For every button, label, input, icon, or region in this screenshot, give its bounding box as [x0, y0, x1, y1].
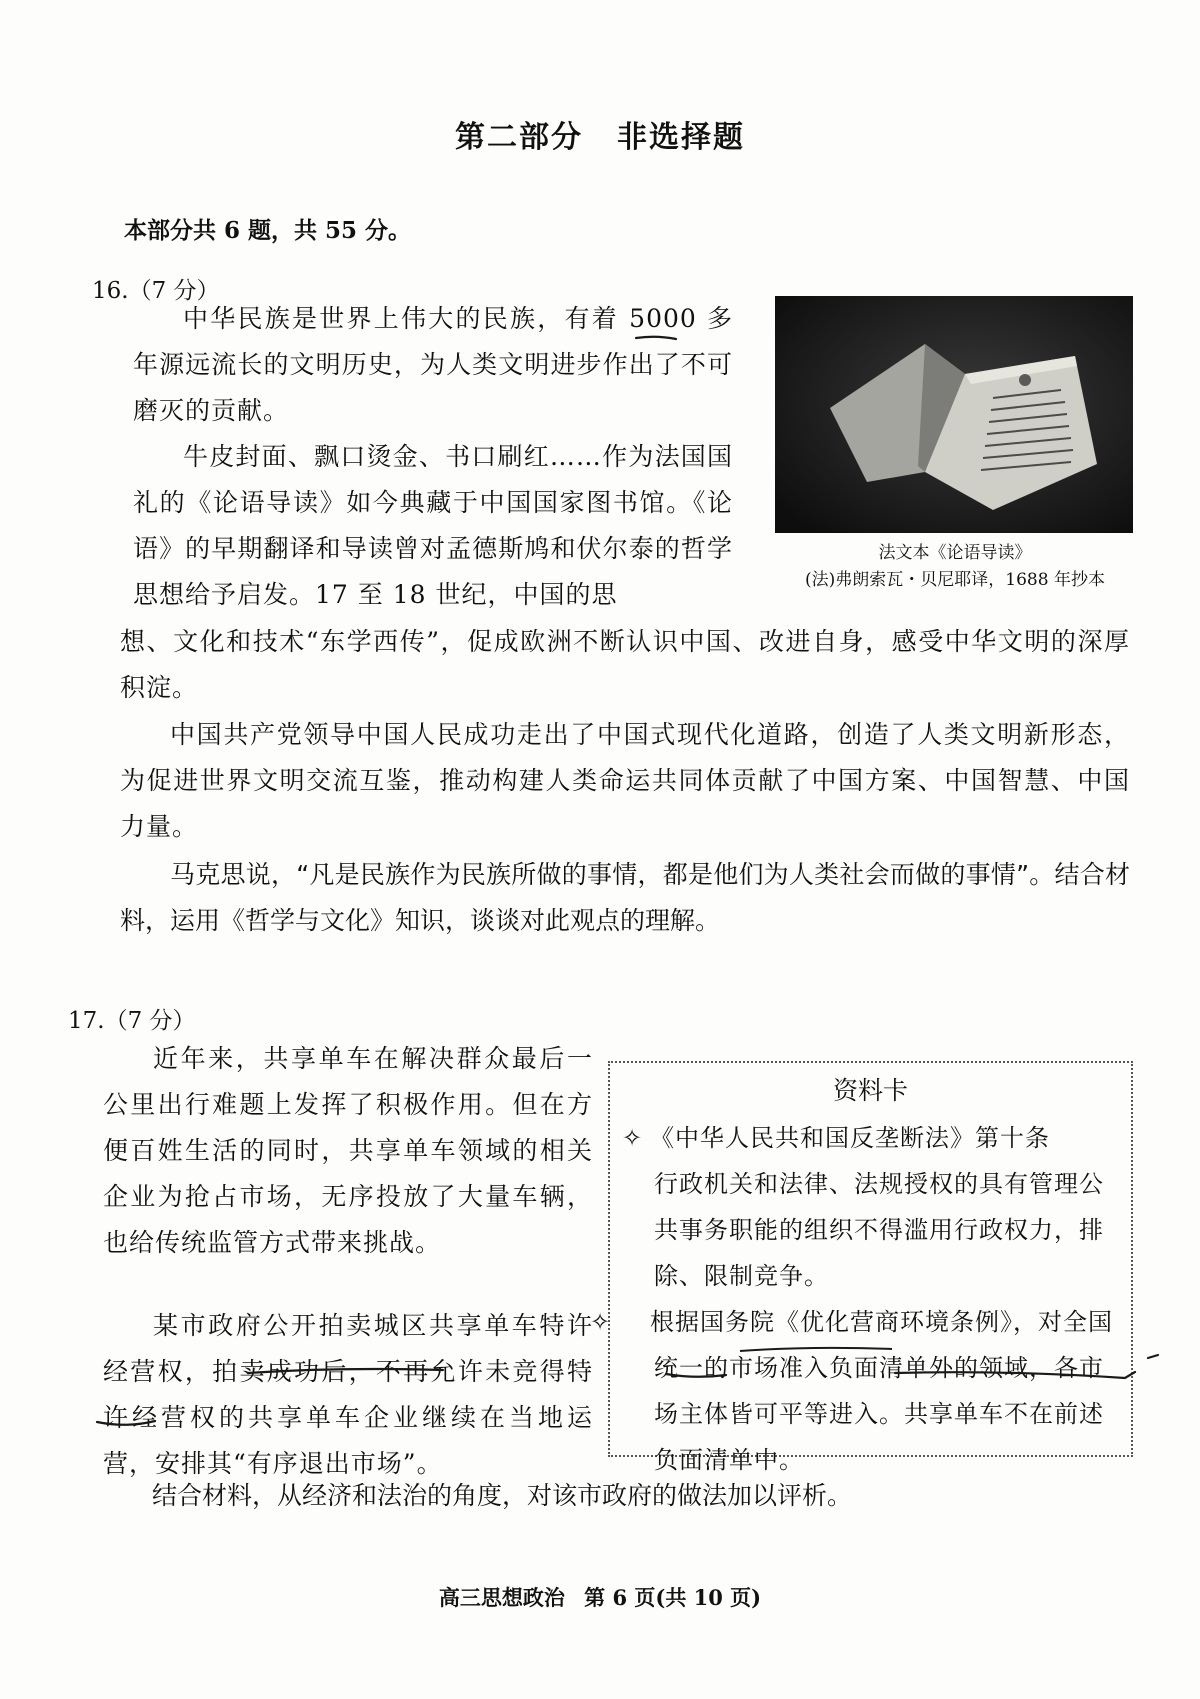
q16-para-1: 中华民族是世界上伟大的民族，有着 5000 多年源远流长的文明历史，为人类文明进步作出了不可磨灭的贡献。	[133, 304, 733, 425]
card-item-2-body: 根据国务院《优化营商环境条例》，对全国统一的市场准入负面清单外的领域，各市场主体皆可平等进入。共享单车不在前述负面清单中。	[650, 1308, 1113, 1474]
page-footer	[0, 1582, 1200, 1612]
q17-para-1: 近年来，共享单车在解决群众最后一公里出行难题上发挥了积极作用。但在方便百姓生活的同时，共享单车领域的相关企业为抢占市场，无序投放了大量车辆，也给传统监管方式带来挑战。	[103, 1044, 593, 1257]
footer-page-number: 第 6 页(共 10 页)	[584, 1585, 762, 1610]
question-16-number: 16.（7 分）	[92, 278, 220, 304]
q16-para-3: 中国共产党领导中国人民成功走出了中国式现代化道路，创造了人类文明新形态，为促进世界文明交流互鉴，推动构建人类命运共同体贡献了中国方案、中国智慧、中国力量。	[120, 720, 1130, 841]
question-17-number: 17.（7 分）	[68, 1008, 196, 1034]
pen-strikethrough-marks	[740, 1348, 892, 1351]
pen-underline-marks	[97, 337, 1158, 1425]
caption-line-1: 法文本《论语导读》	[878, 543, 1032, 563]
caption-line-2: (法)弗朗索瓦・贝尼耶译，1688 年抄本	[805, 570, 1105, 590]
diamond-bullet-icon: ✧	[622, 1124, 644, 1152]
section-intro: 本部分共 6 题，共 55 分。	[124, 217, 412, 244]
diamond-bullet-icon: ✧	[590, 1308, 612, 1336]
q16-para-2-continued: 想、文化和技术“东学西传”，促成欧洲不断认识中国、改进自身，感受中华文明的深厚积淀。	[120, 627, 1130, 702]
section-subtitle: 非选择题	[617, 120, 745, 155]
q17-para-2: 某市政府公开拍卖城区共享单车特许经营权，拍卖成功后，不再允许未竞得特许经营权的共享单车企业继续在当地运营，安排其“有序退出市场”。	[103, 1311, 593, 1478]
q17-question: 结合材料，从经济和法治的角度，对该市政府的做法加以评析。	[152, 1481, 853, 1510]
reference-card-title: 资料卡	[832, 1076, 908, 1105]
q16-para-2: 牛皮封面、飘口烫金、书口刷红……作为法国国礼的《论语导读》如今典藏于中国国家图书馆。《论语》的早期翻译和导读曾对孟德斯鸠和伏尔泰的哲学思想给予启发。17 至 18 世纪，中国的思	[133, 442, 733, 609]
card-item-1-title: 《中华人民共和国反垄断法》第十条	[650, 1124, 1050, 1152]
section-part-label: 第二部分	[455, 120, 583, 155]
card-item-1-body: 行政机关和法律、法规授权的具有管理公共事务职能的组织不得滥用行政权力，排除、限制竞争。	[654, 1170, 1104, 1290]
footer-subject: 高三思想政治	[438, 1585, 565, 1610]
q16-question: 马克思说，“凡是民族作为民族所做的事情，都是他们为人类社会而做的事情”。结合材料，运用《哲学与文化》知识，谈谈对此观点的理解。	[120, 860, 1130, 935]
